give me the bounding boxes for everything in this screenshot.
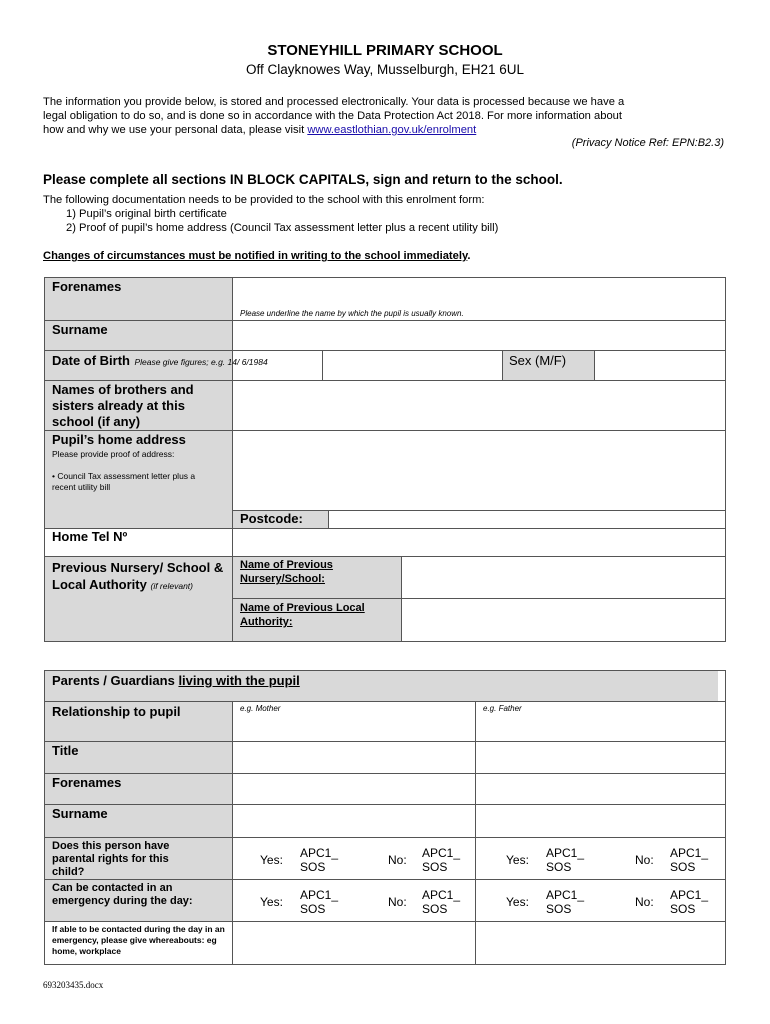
home-address-label: Pupil’s home address bbox=[52, 432, 186, 447]
parental-rights-label: Does this person have parental rights for this child? bbox=[52, 840, 170, 878]
surname-input-1[interactable] bbox=[233, 805, 475, 837]
title-input-1[interactable] bbox=[233, 742, 475, 773]
rights-yes-1[interactable]: Yes: bbox=[260, 853, 283, 867]
changes-notice bbox=[43, 250, 470, 262]
prev-label bbox=[52, 559, 227, 595]
underline-hint: Please underline the name by which the pupil is usually known. bbox=[240, 309, 464, 318]
parent-forenames-label: Forenames bbox=[52, 775, 122, 790]
surname-input-2[interactable] bbox=[476, 805, 726, 837]
home-tel-input[interactable] bbox=[233, 529, 726, 556]
sex-input[interactable] bbox=[595, 351, 726, 380]
rights-no-code-1: APC1_ SOS bbox=[422, 846, 461, 874]
whereabouts-label: If able to be contacted during the day in an emergency, please give whereabouts: eg home, workplace bbox=[52, 924, 225, 956]
row-line bbox=[44, 837, 726, 838]
prev-nursery-input[interactable] bbox=[402, 557, 726, 598]
rights-no-code-2: APC1_ SOS bbox=[670, 846, 709, 874]
emergency-yes-code-1: APC1_ SOS bbox=[300, 888, 339, 916]
forenames-input[interactable] bbox=[233, 278, 726, 308]
relationship-input-2[interactable] bbox=[476, 702, 726, 741]
proof-hint: Please provide proof of address: bbox=[52, 449, 175, 459]
siblings-input[interactable] bbox=[233, 381, 726, 430]
emergency-no-2[interactable]: No: bbox=[635, 895, 654, 909]
rights-no-2[interactable]: No: bbox=[635, 853, 654, 867]
privacy-notice-ref: (Privacy Notice Ref: EPN:B2.3) bbox=[571, 137, 724, 149]
privacy-line-1: The information you provide below, is stored and processed electronically. Your data is processed because we have a bbox=[43, 96, 625, 108]
rights-yes-2[interactable]: Yes: bbox=[506, 853, 529, 867]
title-label: Title bbox=[52, 743, 79, 758]
relationship-input-1[interactable] bbox=[233, 702, 475, 741]
changes-end: . bbox=[467, 250, 471, 262]
sex-divider bbox=[502, 350, 503, 380]
emergency-no-1[interactable]: No: bbox=[388, 895, 407, 909]
prev-nursery-label: Name of Previous Nursery/School: bbox=[240, 559, 333, 585]
postcode-input[interactable] bbox=[329, 511, 726, 528]
dob-input[interactable] bbox=[323, 351, 502, 380]
prev-authority-label: Name of Previous Local Authority: bbox=[240, 602, 365, 628]
rights-no-1[interactable]: No: bbox=[388, 853, 407, 867]
bullet-icon: • bbox=[52, 471, 58, 481]
dob-label-group bbox=[52, 352, 268, 370]
school-name: STONEYHILL PRIMARY SCHOOL bbox=[267, 42, 503, 59]
proof-item bbox=[52, 471, 212, 493]
privacy-line-3 bbox=[43, 123, 733, 137]
instructions-heading: Please complete all sections IN BLOCK CAPITALS, sign and return to the school. bbox=[43, 172, 563, 187]
enrolment-link[interactable]: www.eastlothian.gov.uk/enrolment bbox=[307, 124, 477, 136]
privacy-line-3-text: how and why we use your personal data, please visit bbox=[43, 124, 308, 136]
whereabouts-input-2[interactable] bbox=[476, 922, 726, 965]
footer-filename: 693203435.docx bbox=[43, 980, 104, 990]
dob-hint: Please give figures; e.g. 14/ 6/1984 bbox=[134, 357, 268, 367]
emergency-yes-2[interactable]: Yes: bbox=[506, 895, 529, 909]
doc-item-2: 2) Proof of pupil’s home address (Council Tax assessment letter plus a recent utility bill) bbox=[66, 222, 499, 234]
whereabouts-input-1[interactable] bbox=[233, 922, 475, 965]
doc-item-1: 1) Pupil’s original birth certificate bbox=[66, 208, 227, 220]
parents-heading-text: Parents / Guardians bbox=[52, 673, 179, 688]
home-tel-label: Home Tel Nº bbox=[52, 529, 128, 544]
postcode-label: Postcode: bbox=[240, 511, 303, 526]
emergency-label: Can be contacted in an emergency during the day: bbox=[52, 882, 193, 907]
emergency-no-code-1: APC1_ SOS bbox=[422, 888, 461, 916]
father-hint: e.g. Father bbox=[483, 704, 522, 713]
surname-label: Surname bbox=[52, 322, 108, 337]
title-input-2[interactable] bbox=[476, 742, 726, 773]
emergency-yes-1[interactable]: Yes: bbox=[260, 895, 283, 909]
surname-input[interactable] bbox=[233, 321, 726, 350]
forenames-label: Forenames bbox=[52, 279, 122, 294]
row-line bbox=[44, 879, 726, 880]
forenames-input-1[interactable] bbox=[233, 774, 475, 804]
mother-hint: e.g. Mother bbox=[240, 704, 281, 713]
forenames-input-2[interactable] bbox=[476, 774, 726, 804]
prev-authority-input[interactable] bbox=[402, 599, 726, 641]
rights-yes-code-2: APC1_ SOS bbox=[546, 846, 585, 874]
emergency-no-code-2: APC1_ SOS bbox=[670, 888, 709, 916]
emergency-yes-code-2: APC1_ SOS bbox=[546, 888, 585, 916]
rights-yes-code-1: APC1_ SOS bbox=[300, 846, 339, 874]
home-address-input[interactable] bbox=[233, 431, 726, 510]
docs-intro: The following documentation needs to be provided to the school with this enrolment form: bbox=[43, 194, 485, 206]
privacy-line-2: legal obligation to do so, and is done so in accordance with the Data Protection Act 2018. For more information about bbox=[43, 110, 622, 122]
school-address: Off Clayknowes Way, Musselburgh, EH21 6UL bbox=[245, 62, 525, 77]
relationship-label: Relationship to pupil bbox=[52, 704, 181, 719]
parents-heading-underlined: living with the pupil bbox=[178, 673, 300, 688]
dob-label: Date of Birth bbox=[52, 353, 130, 368]
proof-item-text: Council Tax assessment letter plus a recent utility bill bbox=[52, 471, 196, 492]
changes-text: Changes of circumstances must be notified in writing to the school immediately bbox=[43, 250, 468, 262]
parent-surname-label: Surname bbox=[52, 806, 108, 821]
parents-heading bbox=[52, 673, 300, 689]
prev-hint: (if relevant) bbox=[150, 581, 193, 591]
sex-label: Sex (M/F) bbox=[509, 353, 567, 368]
prev-label-text: Previous Nursery/ School & Local Authority bbox=[52, 560, 224, 592]
parents-heading-edge bbox=[718, 671, 725, 701]
siblings-label: Names of brothers and sisters already at this school (if any) bbox=[52, 382, 194, 429]
